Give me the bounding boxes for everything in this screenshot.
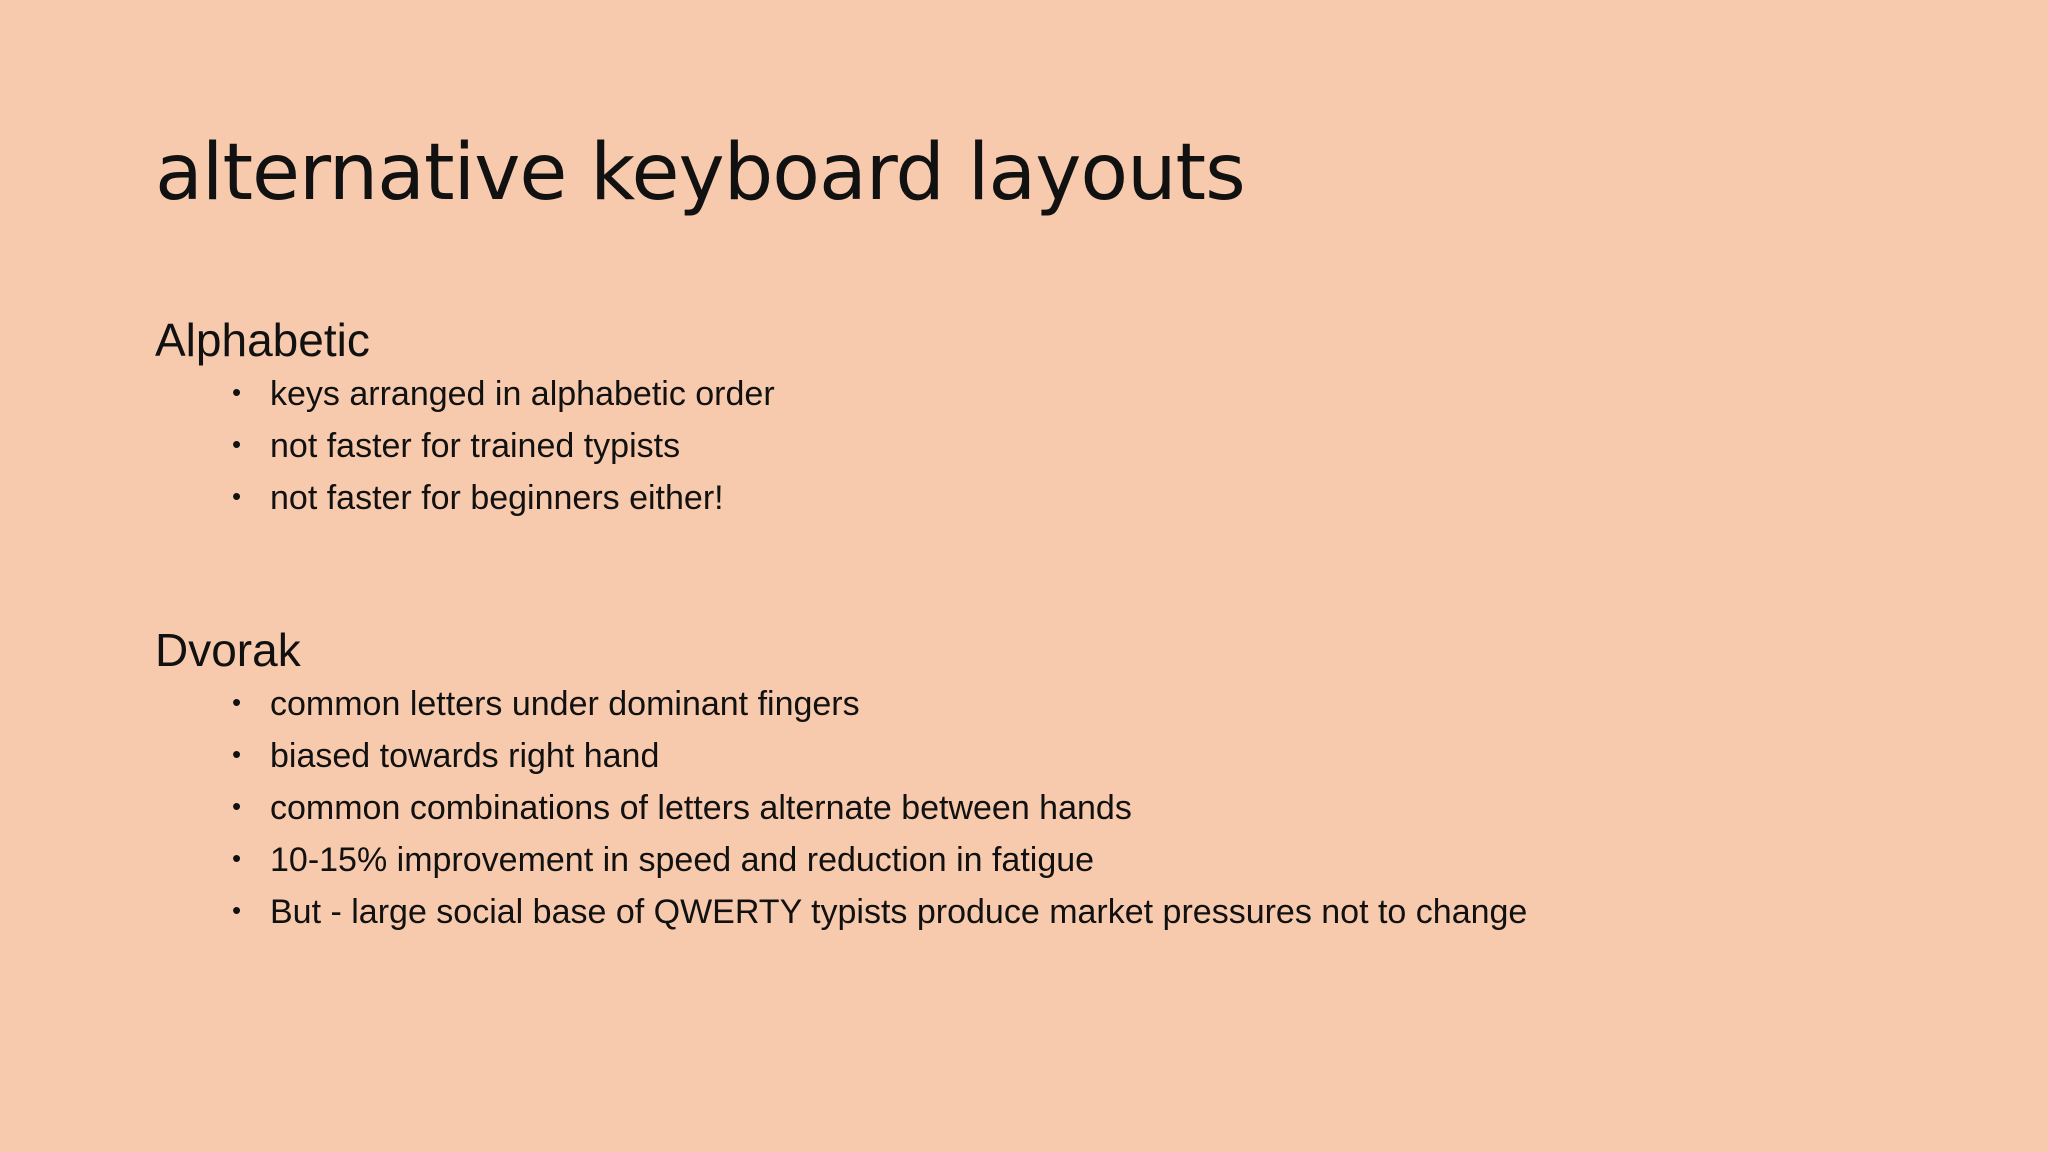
bullet-item	[232, 472, 775, 524]
bullet-icon: •	[232, 895, 242, 925]
bullet-item	[232, 678, 1527, 730]
bullet-item	[232, 886, 1527, 938]
bullet-icon: •	[232, 791, 242, 821]
bullet-icon: •	[232, 429, 242, 459]
bullet-text: 10-15% improvement in speed and reduction in fatigue	[270, 841, 1095, 879]
bullet-text: common combinations of letters alternate between hands	[270, 789, 1132, 827]
bullet-text: not faster for trained typists	[270, 427, 681, 465]
bullet-item	[232, 730, 1527, 782]
bullet-icon: •	[232, 739, 242, 769]
bullet-item	[232, 368, 775, 420]
section-dvorak	[155, 622, 1527, 938]
slide-title: alternative keyboard layouts	[155, 128, 1245, 218]
section-heading: Dvorak	[155, 624, 301, 676]
bullet-icon: •	[232, 843, 242, 873]
section-alphabetic	[155, 312, 775, 524]
bullet-text: biased towards right hand	[270, 737, 660, 775]
bullet-text: But - large social base of QWERTY typists produce market pressures not to change	[270, 893, 1528, 931]
bullet-icon: •	[232, 377, 242, 407]
bullet-icon: •	[232, 687, 242, 717]
bullet-text: common letters under dominant fingers	[270, 685, 860, 723]
bullet-item	[232, 834, 1527, 886]
bullet-list	[155, 678, 1527, 938]
bullet-text: not faster for beginners either!	[270, 479, 724, 517]
bullet-list	[155, 368, 775, 524]
section-heading: Alphabetic	[155, 314, 370, 366]
bullet-item	[232, 782, 1527, 834]
bullet-text: keys arranged in alphabetic order	[270, 375, 775, 413]
bullet-item	[232, 420, 775, 472]
bullet-icon: •	[232, 481, 242, 511]
